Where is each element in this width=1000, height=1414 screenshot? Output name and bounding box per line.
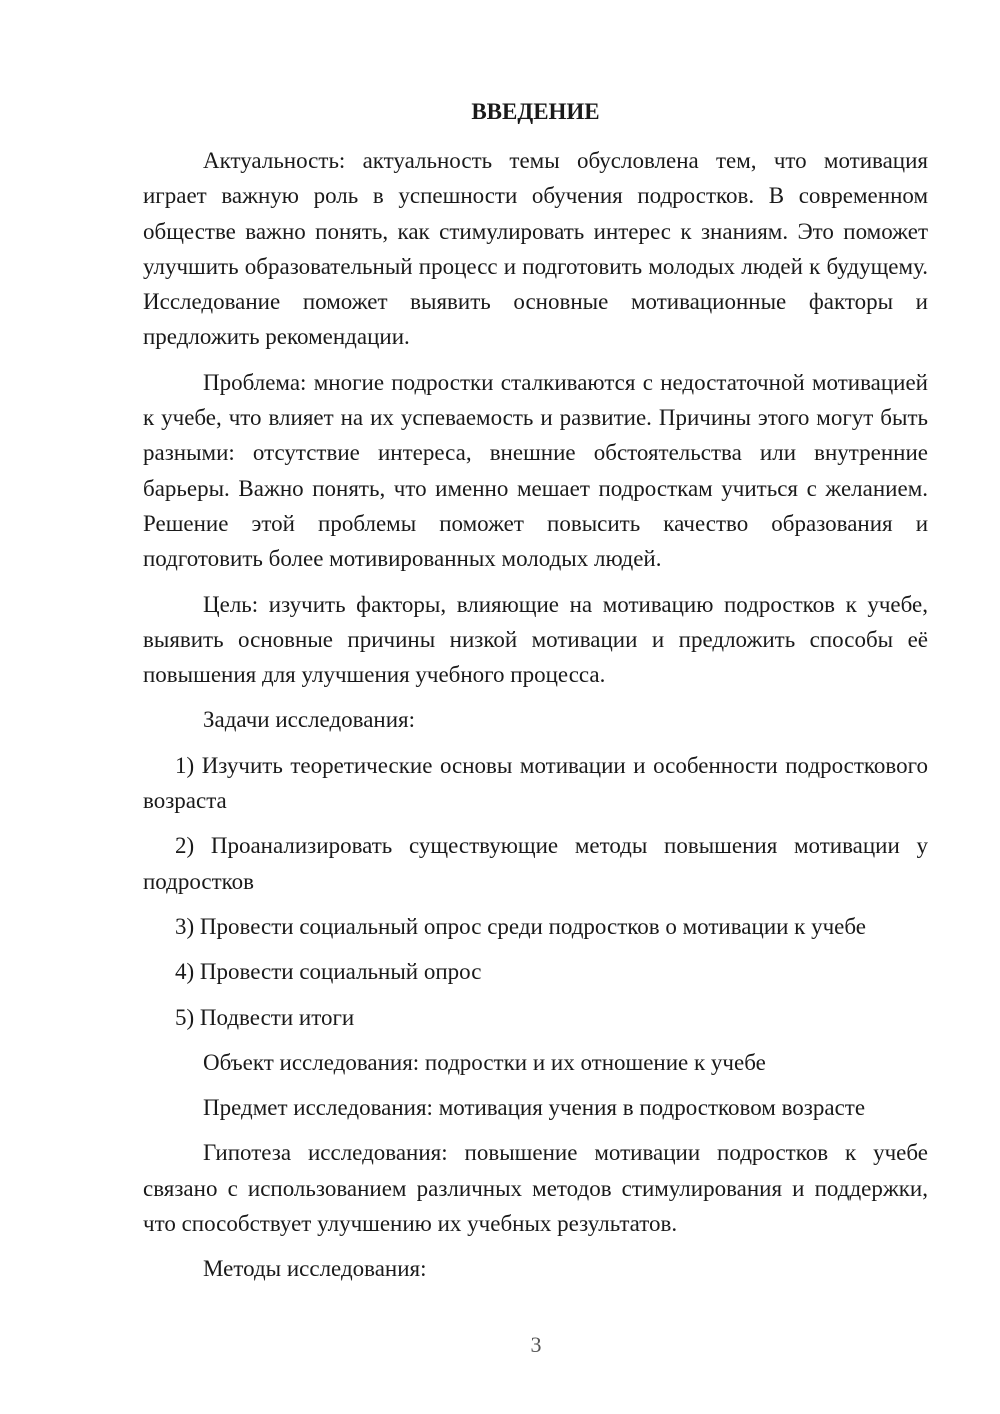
methods-heading: Методы исследования: — [203, 1256, 427, 1282]
tasks-heading: Задачи исследования: — [203, 707, 416, 733]
problem-paragraph: Проблема: многие подростки сталкиваются с недостаточной мотивацией к учебе, что влияет на их успеваемость и развитие. Причины этого могут быть разными: отсутствие интереса, внешние обстоятельства или внутренние барьеры. Важно понять, что именно мешает подросткам учиться с желанием. Решение этой проблемы поможет повысить качество образования и подготовить более мотивированных молодых людей. — [143, 369, 928, 572]
relevance-paragraph: Актуальность: актуальность темы обусловлена тем, что мотивация играет важную роль в успешности обучения подростков. В современном обществе важно понять, как стимулировать интерес к знаниям. Это поможет улучшить образовательный процесс и подготовить молодых людей к будущему. Исследование поможет выявить основные мотивационные факторы и предложить рекомендации. — [143, 148, 928, 350]
task-item-4: 4) Провести социальный опрос — [175, 959, 482, 985]
hypothesis-paragraph: Гипотеза исследования: повышение мотивации подростков к учебе связано с использованием различных методов стимулирования и поддержки, что способствует улучшению их учебных результатов. — [143, 1140, 928, 1237]
object-paragraph: Объект исследования: подростки и их отношение к учебе — [203, 1049, 766, 1075]
page-content — [143, 94, 928, 1297]
page-number: 3 — [530, 1332, 542, 1357]
subject-paragraph: Предмет исследования: мотивация учения в подростковом возрасте — [203, 1095, 866, 1121]
task-item-1: 1) Изучить теоретические основы мотивации и особенности подросткового возраста — [143, 752, 928, 814]
task-item-5: 5) Подвести итоги — [175, 1004, 355, 1030]
task-item-2: 2) Проанализировать существующие методы повышения мотивации у подростков — [143, 833, 928, 894]
task-item-3: 3) Провести социальный опрос среди подростков о мотивации к учебе — [175, 913, 866, 939]
section-title: ВВЕДЕНИЕ — [471, 99, 600, 124]
goal-paragraph: Цель: изучить факторы, влияющие на мотивацию подростков к учебе, выявить основные причины низкой мотивации и предложить способы её повышения для улучшения учебного процесса. — [143, 591, 928, 688]
